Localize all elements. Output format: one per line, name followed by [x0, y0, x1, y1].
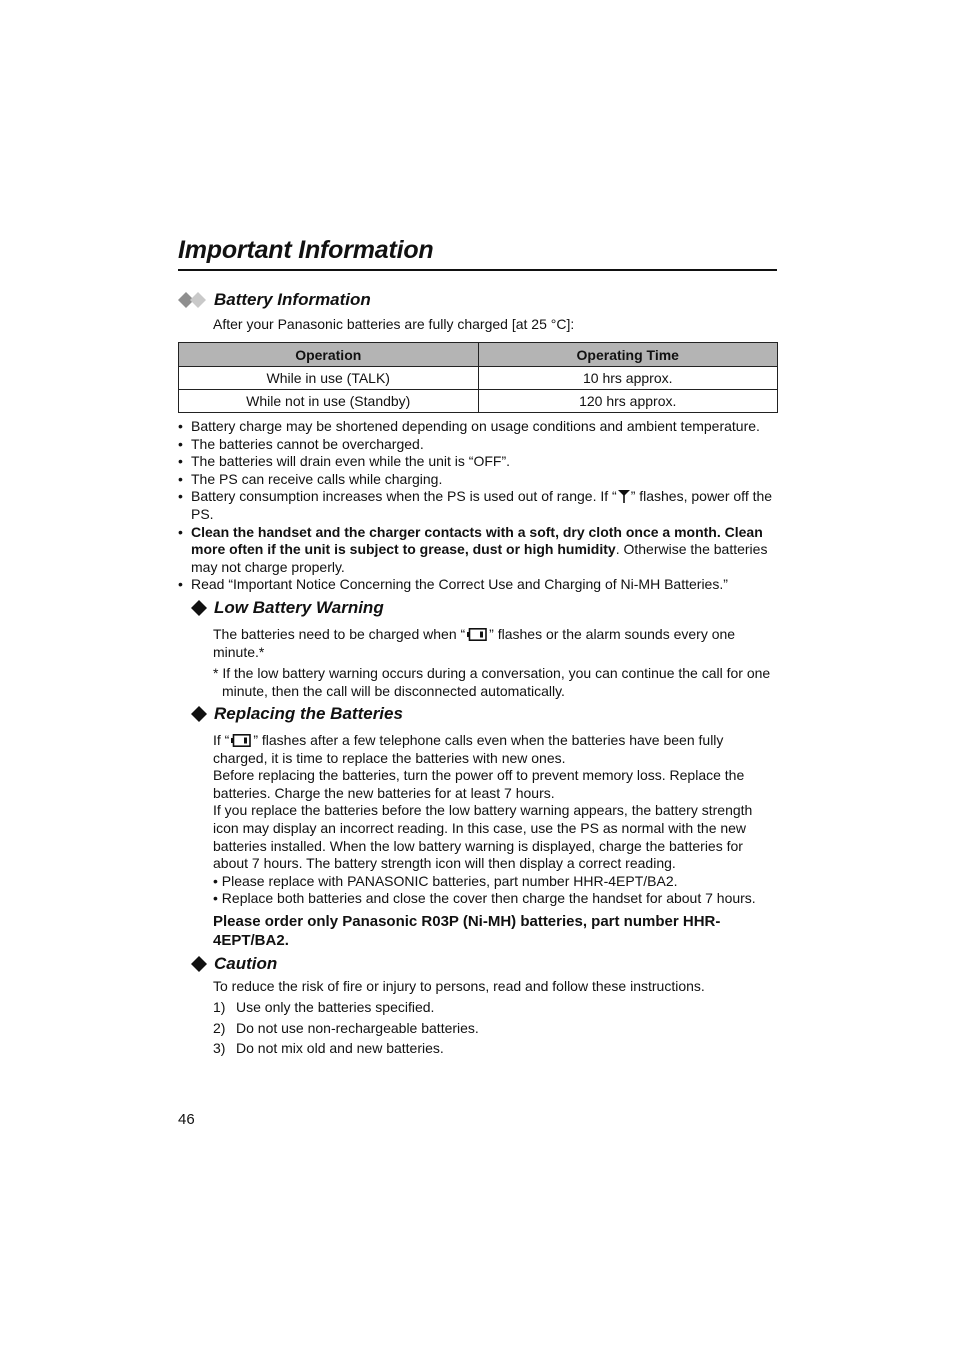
page-number: 46	[178, 1111, 195, 1128]
paragraph: • Please replace with PANASONIC batteries, part number HHR-4EPT/BA2.	[213, 872, 678, 889]
battery-empty-icon	[231, 734, 251, 747]
battery-empty-icon	[467, 628, 487, 641]
order-note: Please order only Panasonic R03P (Ni-MH) batteries, part number HHR-4EPT/BA2.	[213, 913, 721, 949]
list-item: • Read “Important Notice Concerning the Correct Use and Charging of Ni-MH Batteries.”	[178, 576, 783, 594]
table-row	[179, 390, 778, 413]
list-item	[213, 1040, 444, 1058]
item-number: 2)	[213, 1020, 226, 1036]
column-header-operation: Operation	[179, 343, 479, 367]
section-heading: Caution	[214, 954, 278, 973]
list-item: • Battery charge may be shortened depending on usage conditions and ambient temperature.	[178, 418, 783, 436]
paragraph	[213, 732, 778, 767]
table-header-row	[179, 343, 778, 367]
list-item-text: ” flashes, power off the PS.	[191, 488, 773, 522]
section-heading: Battery Information	[214, 290, 371, 309]
paragraph-text: If “	[213, 732, 230, 748]
paragraph-text: ” flashes after a few telephone calls even when the batteries have been fully charged, it is time to replace the batteries with new ones.	[213, 732, 724, 766]
list-item	[213, 1020, 479, 1038]
list-item-text: Battery consumption increases when the PS is used out of range. If “	[191, 488, 617, 505]
item-text: Do not use non-rechargeable batteries.	[236, 1020, 479, 1036]
list-item-text: . Otherwise the batteries may not charge properly.	[191, 541, 768, 575]
list-item	[178, 488, 783, 523]
table-cell: While in use (TALK)	[179, 367, 479, 390]
paragraph: If you replace the batteries before the low battery warning appears, the battery strength icon may display an incorrect reading. In this case, use the PS as normal with the new batteries installed. When the low battery warning is displayed, charge the batteries for about 7 hours. The battery strength icon will then display a correct reading.	[213, 802, 753, 872]
section-heading: Replacing the Batteries	[214, 704, 403, 723]
diamond-icon	[190, 599, 208, 617]
item-text: Do not mix old and new batteries.	[236, 1040, 444, 1056]
column-header-operating-time: Operating Time	[478, 343, 778, 367]
replacing-body	[213, 732, 778, 908]
low-battery-text	[213, 626, 773, 661]
item-number: 1)	[213, 999, 226, 1015]
battery-intro: After your Panasonic batteries are fully charged [at 25 °C]:	[213, 316, 575, 332]
diamond-icon	[190, 955, 208, 973]
double-diamond-icon	[178, 292, 210, 308]
list-item-bold: Clean the handset and the charger contacts with a soft, dry cloth once a month. Clean more often if the unit is subject to grease, dust or high humidity	[191, 523, 763, 558]
page-title: Important Information	[178, 234, 777, 271]
antenna-icon	[618, 490, 630, 503]
low-battery-footnote: * If the low battery warning occurs during a conversation, you can continue the call for one minute, then the call will be disconnected automatically.	[213, 665, 771, 699]
paragraph: • Replace both batteries and close the cover then charge the handset for about 7 hours.	[213, 890, 756, 907]
list-item	[213, 999, 434, 1017]
paragraph-text: The batteries need to be charged when “	[213, 626, 466, 642]
list-item: • The batteries cannot be overcharged.	[178, 436, 783, 454]
table-row	[179, 367, 778, 390]
table-cell: 120 hrs approx.	[478, 390, 778, 413]
battery-notes-list	[178, 418, 783, 594]
caution-intro: To reduce the risk of fire or injury to persons, read and follow these instructions.	[213, 978, 705, 994]
diamond-icon	[190, 705, 208, 723]
list-item: • The PS can receive calls while charging.	[178, 471, 783, 489]
item-number: 3)	[213, 1040, 226, 1056]
paragraph-text: ” flashes or the alarm sounds every one minute.*	[213, 626, 736, 660]
list-item: • The batteries will drain even while the unit is “OFF”.	[178, 453, 783, 471]
paragraph: Before replacing the batteries, turn the power off to prevent memory loss. Replace the batteries. Charge the new batteries for at least 7 hours.	[213, 767, 745, 801]
table-cell: 10 hrs approx.	[478, 367, 778, 390]
table-cell: While not in use (Standby)	[179, 390, 479, 413]
item-text: Use only the batteries specified.	[236, 999, 435, 1015]
section-heading: Low Battery Warning	[214, 598, 384, 617]
list-item	[178, 524, 783, 577]
battery-table	[178, 342, 778, 413]
